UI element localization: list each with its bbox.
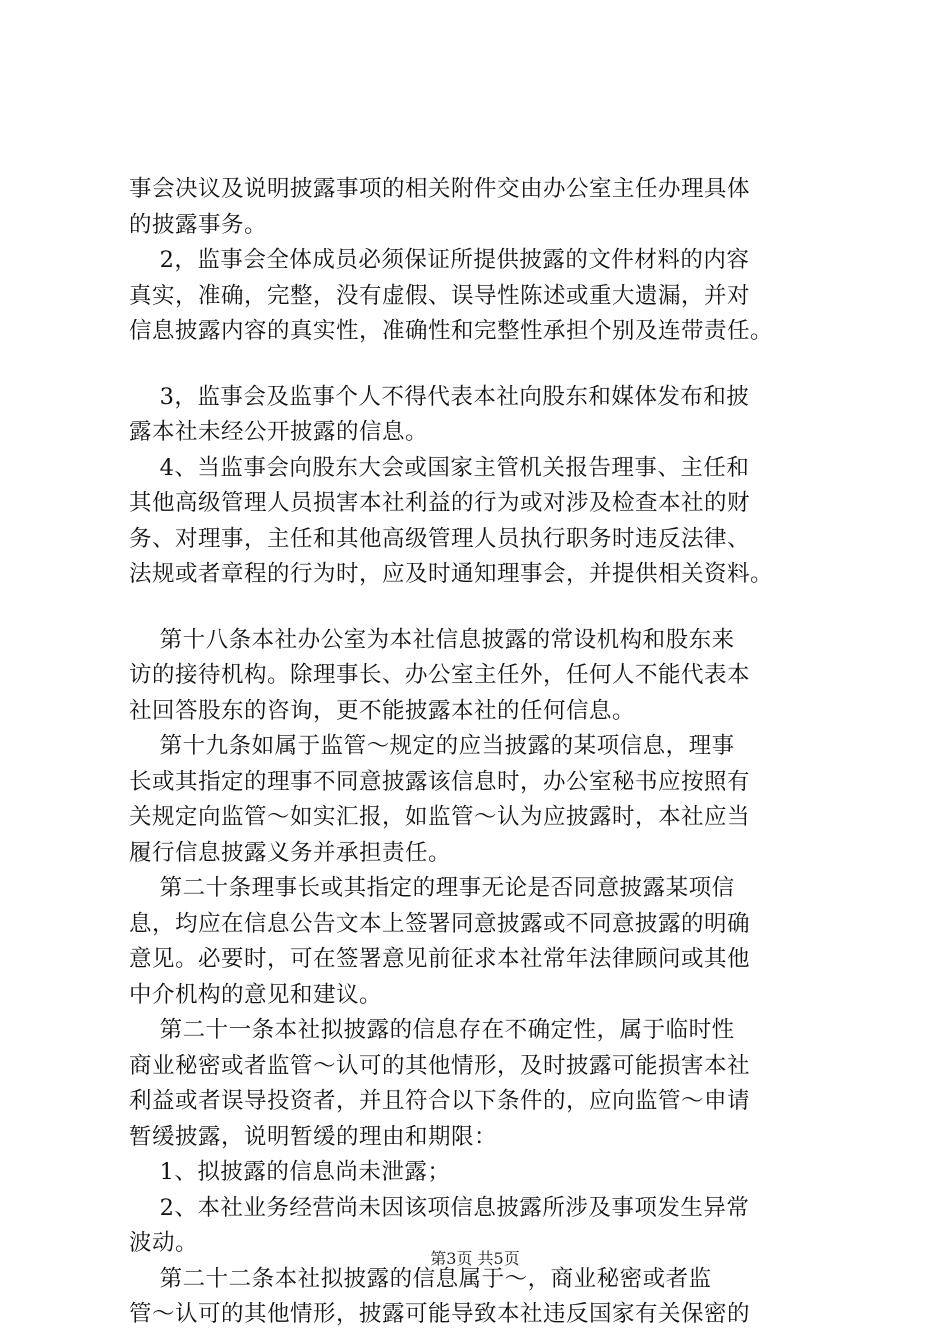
text-line: 社回答股东的咨询，更不能披露本社的任何信息。 xyxy=(129,697,636,724)
text-line: 访的接待机构。除理事长、办公室主任外，任何人不能代表本 xyxy=(129,662,751,688)
text-line: 2、本社业务经营尚未因该项信息披露所涉及事项发生异常 xyxy=(129,1194,750,1221)
text-line: 第二十一条本社拟披露的信息存在不确定性，属于临时性 xyxy=(129,1017,735,1043)
page-footer: 第3页 共5页 xyxy=(430,1249,520,1268)
text-line: 信息披露内容的真实性，准确性和完整性承担个别及连带责任。 xyxy=(129,318,774,344)
text-line: 管～认可的其他情形，披露可能导致本社违反国家有关保密的 xyxy=(129,1301,751,1327)
text-line: 的披露事务。 xyxy=(129,211,268,238)
text-line: 息，均应在信息公告文本上签署同意披露或不同意披露的明确 xyxy=(129,910,751,937)
text-line: 波动。 xyxy=(129,1230,199,1256)
text-line: 商业秘密或者监管～认可的其他情形，及时披露可能损害本社 xyxy=(129,1052,751,1079)
text-line: 第二十二条本社拟披露的信息属于～，商业秘密或者监 xyxy=(129,1265,712,1292)
text-line: 长或其指定的理事不同意披露该信息时，办公室秘书应按照有 xyxy=(129,768,751,795)
text-line: 3，监事会及监事个人不得代表本社向股东和媒体发布和披 xyxy=(129,383,750,410)
text-line: 务、对理事，主任和其他高级管理人员执行职务时违反法律、 xyxy=(129,525,751,552)
text-line: 2，监事会全体成员必须保证所提供披露的文件材料的内容 xyxy=(129,247,750,273)
text-line: 第十九条如属于监管～规定的应当披露的某项信息，理事 xyxy=(129,733,735,759)
text-line: 意见。必要时，可在签署意见前征求本社常年法律顾问或其他 xyxy=(129,946,751,972)
document-body xyxy=(129,172,831,1333)
text-line: 暂缓披露，说明暂缓的理由和期限： xyxy=(129,1123,498,1150)
text-line: 第二十条理事长或其指定的理事无论是否同意披露某项信 xyxy=(129,875,735,901)
blank-line xyxy=(129,593,831,623)
text-line: 法规或者章程的行为时，应及时通知理事会，并提供相关资料。 xyxy=(129,561,774,587)
text-line: 中介机构的意见和建议。 xyxy=(129,981,383,1008)
text-line: 露本社未经公开披露的信息。 xyxy=(129,419,429,445)
text-line: 利益或者误导投资者，并且符合以下条件的，应向监管～申请 xyxy=(129,1088,751,1114)
text-line: 履行信息披露义务并承担责任。 xyxy=(129,839,452,866)
text-line: 第十八条本社办公室为本社信息披露的常设机构和股东来 xyxy=(129,626,735,653)
text-line: 1、拟披露的信息尚未泄露； xyxy=(129,1159,451,1185)
blank-line xyxy=(129,350,831,380)
text-line: 4、当监事会向股东大会或国家主管机关报告理事、主任和 xyxy=(129,454,750,481)
text-line: 关规定向监管～如实汇报，如监管～认为应披露时，本社应当 xyxy=(129,804,751,830)
text-line: 真实，准确，完整，没有虚假、误导性陈述或重大遗漏，并对 xyxy=(129,282,751,309)
text-line: 事会决议及说明披露事项的相关附件交由办公室主任办理具体 xyxy=(129,176,751,202)
text-line: 其他高级管理人员损害本社利益的行为或对涉及检查本社的财 xyxy=(129,490,751,516)
